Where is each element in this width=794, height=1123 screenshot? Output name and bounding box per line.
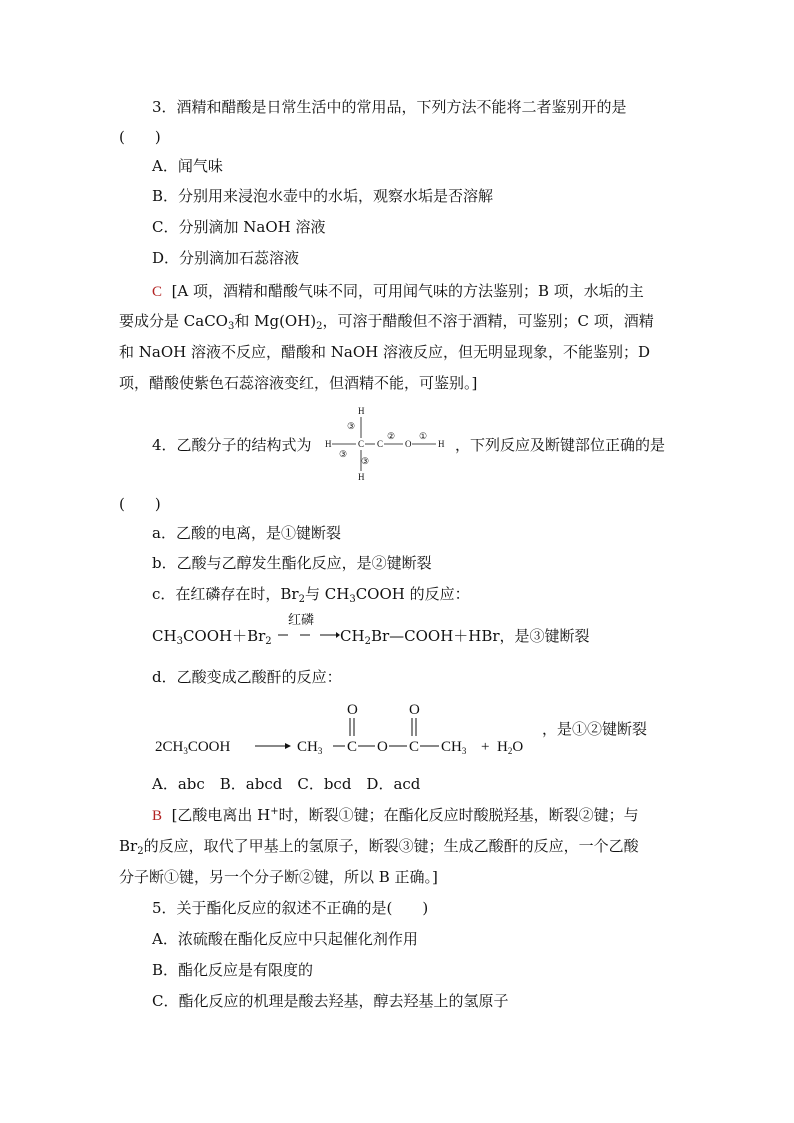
- q3-explanation-line4: 项，醋酸使紫色石蕊溶液变红，但酒精不能，可鉴别。]: [119, 374, 478, 392]
- atom-h-top: H: [358, 406, 365, 416]
- svg-text:O: O: [347, 702, 358, 718]
- anhydride-equation: [155, 698, 545, 760]
- atom-h-bottom: H: [358, 472, 365, 482]
- svg-text:O: O: [409, 702, 420, 718]
- svg-text:C: C: [347, 739, 358, 755]
- svg-text:CH3: $CH_3$: [297, 739, 323, 756]
- q5-stem: 5．关于酯化反应的叙述不正确的是( ): [152, 899, 429, 917]
- q3-option-a: A．闻气味: [152, 157, 223, 175]
- q5-option-b: B．酯化反应是有限度的: [152, 961, 314, 979]
- q4-choices: A．abc B．abcd C．bcd D．acd: [152, 775, 421, 793]
- svg-text:C: C: [409, 739, 420, 755]
- atom-c-methyl: C: [358, 439, 365, 449]
- bond-label-2: ②: [387, 431, 396, 441]
- q4-equation-right: $CH_2Br—COOH+HBr$，是③键断裂: [340, 627, 590, 647]
- q3-answer-letter: C: [152, 284, 163, 300]
- q3-explanation-line2: 要成分是 CaCO$_3$和 $Mg(OH)_2$，可溶于醋酸但不溶于酒精，可鉴别；C 项，酒精: [119, 312, 654, 332]
- q4-answer-paren: ( ): [119, 495, 161, 513]
- q4-explanation-line2: $Br_2$的反应，取代了甲基上的氢原子，断裂③键；生成乙酸酐的反应，一个乙酸: [119, 837, 639, 857]
- bond-label-3-bottom: ③: [361, 456, 370, 466]
- svg-text:2CH3COOH: $2CH_3COOH$: [155, 739, 231, 756]
- catalyst-label: 红磷: [288, 613, 315, 628]
- q3-explanation-line3: 和 NaOH 溶液不反应，醋酸和 NaOH 溶液反应，但无明显现象，不能鉴别；D: [119, 343, 650, 361]
- svg-text:O: O: [377, 739, 388, 755]
- svg-text:CH3: $CH_3$: [441, 739, 467, 756]
- q5-option-c: C．酯化反应的机理是酸去羟基，醇去羟基上的氢原子: [152, 992, 509, 1010]
- q4-answer-letter: B: [152, 808, 163, 824]
- q3-option-c: C．分别滴加 NaOH 溶液: [152, 218, 326, 236]
- acetic-acid-structure: [322, 402, 454, 484]
- bond-label-3-top: ③: [347, 421, 356, 431]
- q4-statement-d: d．乙酸变成乙酸酐的反应：: [152, 668, 342, 686]
- q4-statement-c: c．在红磷存在时，$Br_2$与 $CH_3COOH$ 的反应：: [152, 585, 470, 605]
- q3-explanation-line1: C [A 项，酒精和醋酸气味不同，可用闻气味的方法鉴别；B 项，水垢的主: [152, 282, 644, 300]
- q3-answer-paren: ( ): [119, 128, 161, 146]
- atom-c-carboxyl: C: [377, 439, 384, 449]
- svg-text:H2O: $H_2O$: [497, 739, 524, 756]
- bond-label-1: ①: [419, 431, 428, 441]
- q4-explanation-line1: B [乙酸电离出 H+时，断裂①键；在酯化反应时酸脱羟基，断裂②键；与: [152, 806, 639, 824]
- q3-stem: 3．酒精和醋酸是日常生活中的常用品，下列方法不能将二者鉴别开的是: [152, 98, 627, 116]
- q3-option-b: B．分别用来浸泡水壶中的水垢，观察水垢是否溶解: [152, 187, 494, 205]
- atom-h-acid: H: [438, 439, 445, 449]
- q4-statement-b: b．乙酸与乙醇发生酯化反应，是②键断裂: [152, 554, 432, 572]
- atom-o-hydroxyl: O: [405, 439, 412, 449]
- q4-statement-a: a．乙酸的电离，是①键断裂: [152, 524, 341, 542]
- q4-stem-start: 4．乙酸分子的结构式为: [152, 436, 312, 454]
- svg-text:+: +: [481, 739, 490, 755]
- q4-equation-left: $CH_3COOH+Br_2$: [152, 627, 272, 647]
- reaction-arrow: [276, 629, 340, 641]
- q4-statement-d-tail: ，是①②键断裂: [542, 720, 648, 738]
- bond-label-3-left: ③: [339, 449, 348, 459]
- q4-explanation-line3: 分子断①键，另一个分子断②键，所以 B 正确。]: [119, 868, 438, 886]
- q3-option-d: D．分别滴加石蕊溶液: [152, 249, 300, 267]
- q5-option-a: A．浓硫酸在酯化反应中只起催化剂作用: [152, 930, 418, 948]
- atom-h-left: H: [325, 439, 332, 449]
- q4-stem-end: ，下列反应及断键部位正确的是: [455, 436, 666, 454]
